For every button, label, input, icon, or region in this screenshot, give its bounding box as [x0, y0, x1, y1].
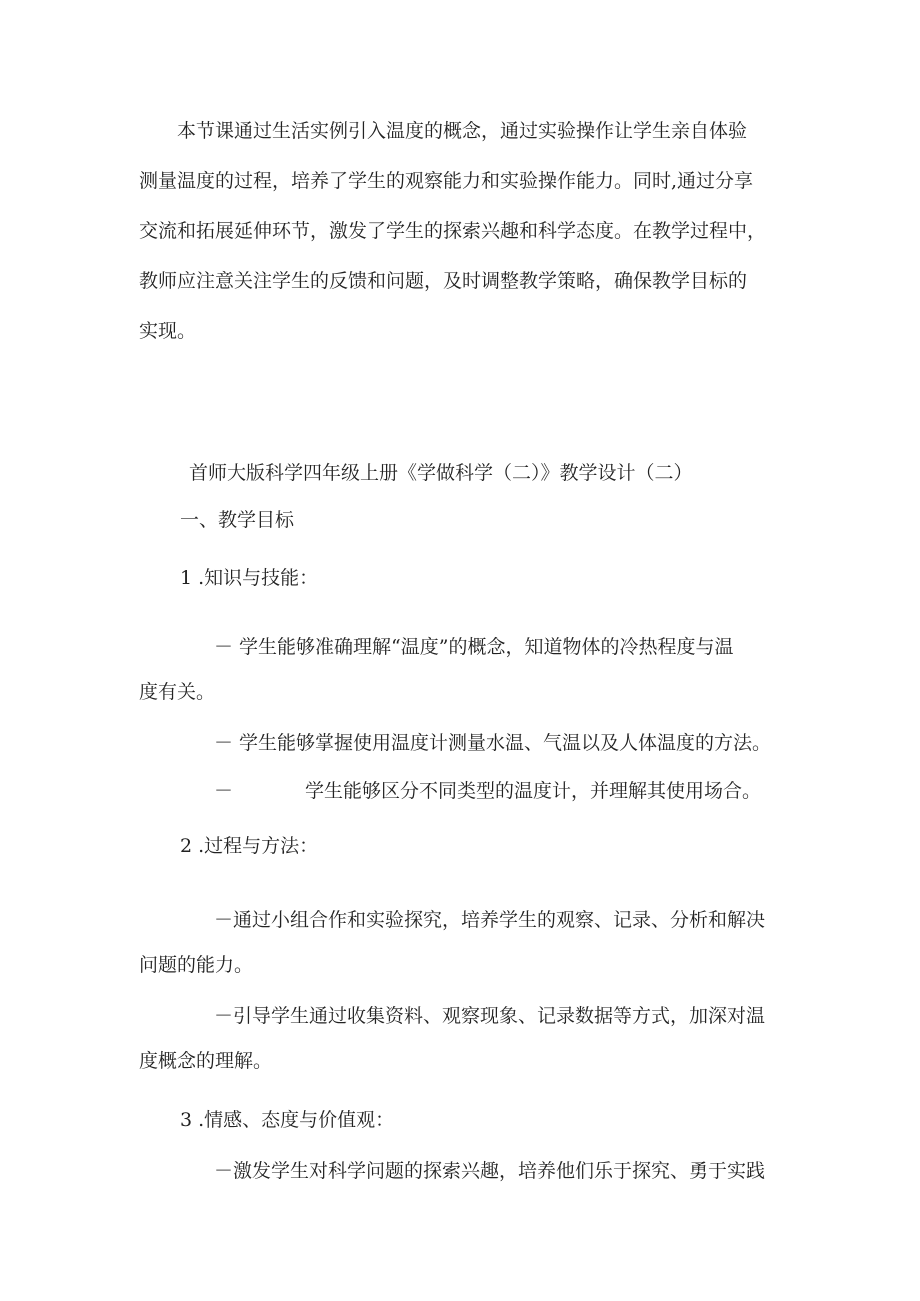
knowledge-item-3: 学生能够区分不同类型的温度计，并理解其使用场合。 [305, 780, 762, 802]
intro-paragraph [139, 106, 789, 356]
knowledge-item-3-dash: － [214, 780, 234, 802]
values-item-1: －激发学生对科学问题的探索兴趣，培养他们乐于探究、勇于实践 [214, 1160, 766, 1182]
intro-line: 实现。 [139, 320, 197, 342]
intro-line: 教师应注意关注学生的反馈和问题，及时调整教学策略，确保教学目标的 [139, 270, 748, 292]
intro-line: 本节课通过生活实例引入温度的概念，通过实验操作让学生亲自体验 [177, 120, 748, 142]
knowledge-item-2: － 学生能够掌握使用温度计测量水温、气温以及人体温度的方法。 [214, 732, 772, 754]
subheading-emotion-values: 3 .情感、态度与价值观： [180, 1109, 395, 1131]
process-item-2-cont: 度概念的理解。 [139, 1050, 273, 1072]
process-item-2: －引导学生通过收集资料、观察现象、记录数据等方式，加深对温 [214, 1005, 766, 1027]
subheading-process-method: 2 .过程与方法： [180, 835, 319, 857]
document-title: 首师大版科学四年级上册《学做科学（二）》教学设计（二） [189, 462, 693, 484]
section-heading-objectives: 一、教学目标 [180, 509, 295, 531]
process-item-1-cont: 问题的能力。 [139, 954, 254, 976]
subheading-knowledge-skills: 1 .知识与技能： [180, 567, 319, 589]
process-item-1: －通过小组合作和实验探究，培养学生的观察、记录、分析和解决 [214, 909, 766, 931]
intro-line: 测量温度的过程，培养了学生的观察能力和实验操作能力。同时,通过分享 [139, 170, 754, 192]
knowledge-item-1: － 学生能够准确理解“温度”的概念，知道物体的冷热程度与温 [214, 636, 734, 658]
intro-line: 交流和拓展延伸环节，激发了学生的探索兴趣和科学态度。在教学过程中， [139, 220, 767, 242]
knowledge-item-1-cont: 度有关。 [139, 681, 216, 703]
